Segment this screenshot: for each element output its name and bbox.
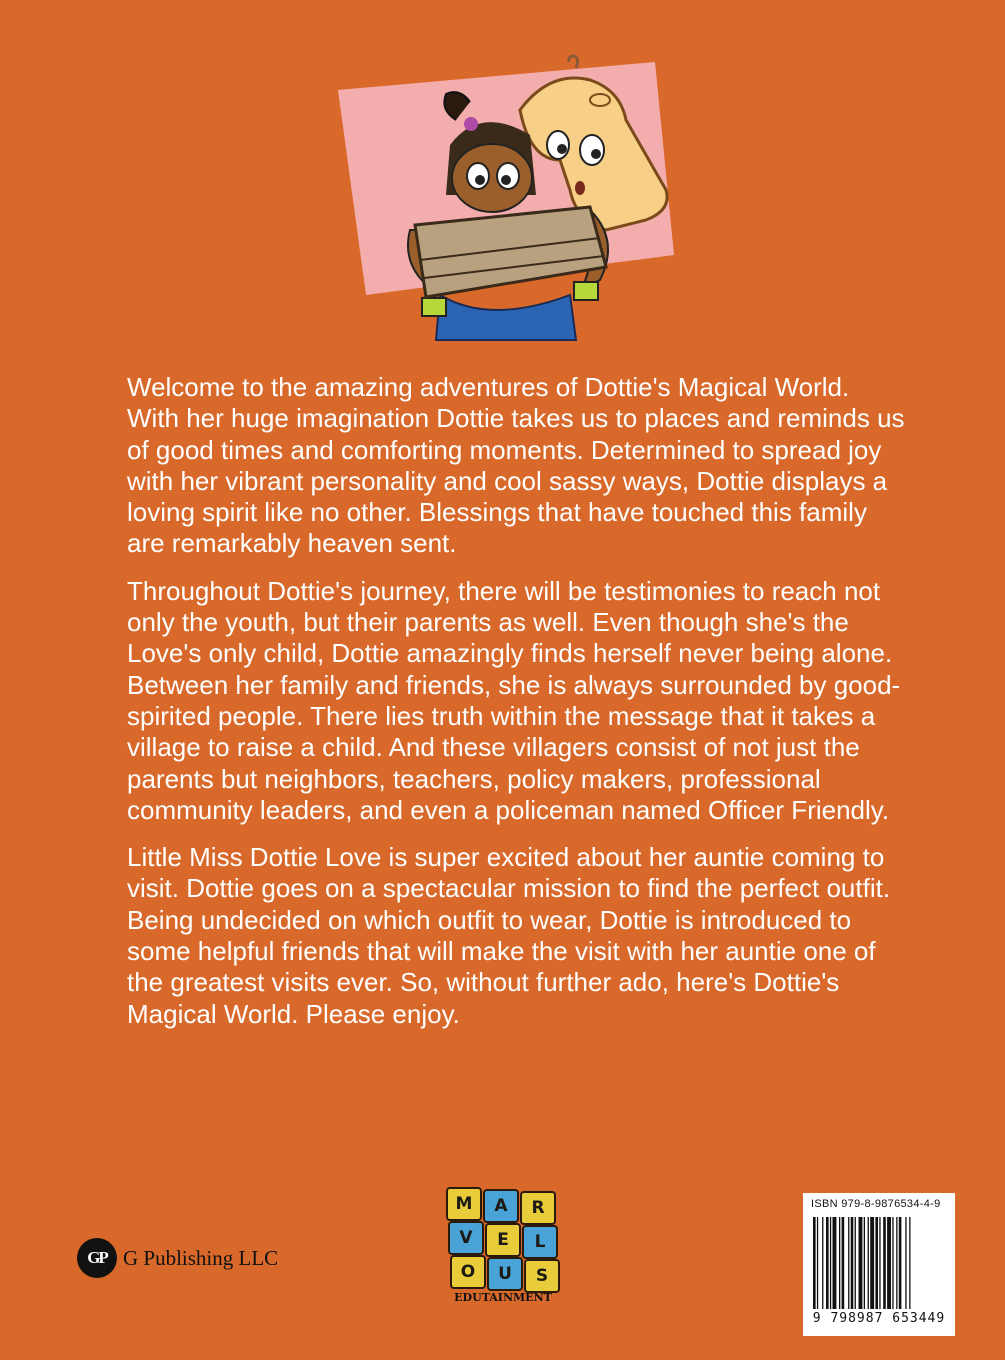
barcode-bar [817,1217,818,1309]
barcode-bar [892,1217,893,1309]
barcode-bar [883,1217,886,1309]
barcode-bar [909,1217,910,1309]
logo-block: V [448,1221,484,1255]
barcode-bar [822,1217,823,1309]
barcode-bars [809,1215,949,1311]
barcode-bar [833,1217,837,1309]
logo-block: M [446,1187,482,1221]
edutainment-tagline: EDUTAINMENT [454,1291,552,1304]
logo-block: R [520,1191,556,1225]
isbn-label: ISBN 979-8-9876534-4-9 [811,1198,941,1210]
hanger-icon [569,56,578,68]
logo-block: O [450,1255,486,1289]
cover-illustration [330,50,690,350]
barcode-bar [899,1217,902,1309]
marvelous-edutainment-logo [438,1185,568,1310]
logo-block: S [524,1259,560,1293]
isbn-barcode [803,1193,955,1336]
blurb-paragraph-3: Little Miss Dottie Love is super excited about her auntie coming to visit. Dottie goes on a spectacular mission to find the perfect outfit. Being undecided on which outfit to wear, Dottie is introduced to some helpful friends that will make the visit with her auntie one of the greatest visits ever. So, without further ado, here's Dottie's Magical World. Please enjoy. [127,842,891,1029]
barcode-bar [875,1217,878,1309]
barcode-bar [839,1217,840,1309]
barcode-bar [879,1217,880,1309]
barcode-bar [855,1217,856,1309]
barcode-bar [826,1217,829,1309]
gp-logo-icon: GP [77,1238,117,1278]
logo-block: A [483,1189,519,1223]
barcode-bar [887,1217,891,1309]
barcode-bar [905,1217,906,1309]
barcode-bar [830,1217,831,1309]
publisher-imprint [77,1238,278,1278]
logo-block: L [522,1225,558,1259]
barcode-bar [842,1217,845,1309]
girl-face [452,144,532,212]
barcode-bar [813,1217,816,1309]
publisher-name: G Publishing LLC [123,1245,279,1270]
logo-block: U [487,1257,523,1291]
blurb-paragraph-1: Welcome to the amazing adventures of Dottie's Magical World. With her huge imagination Dottie takes us to places and reminds us of good times and comforting moments. Determined to spread joy with her vibrant personality and cool sassy ways, Dottie displays a loving spirit like no other. Blessings that have touched this family are remarkably heaven sent. [127,372,905,559]
barcode-bar [870,1217,874,1309]
barcode-bar [848,1217,849,1309]
barcode-digits: 9 798987 653449 [812,1311,946,1326]
blurb-paragraph-2: Throughout Dottie's journey, there will be testimonies to reach not only the youth, but their parents as well. Even though she's the Love's only child, Dottie amazingly finds herself never being alone. Between her family and friends, she is always surrounded by good-spirited people. There lies truth within the message that it takes a village to raise a child. And these villagers consist of not just the parents but neighbors, teachers, policy makers, professional community leaders, and even a policeman named Officer Friendly. [127,575,901,825]
back-cover-blurb [127,372,907,1046]
barcode-bar [864,1217,865,1309]
barcode-bar [868,1217,869,1309]
barcode-bar [859,1217,863,1309]
barcode-bar [851,1217,854,1309]
logo-block: E [485,1223,521,1257]
barcode-bar [896,1217,897,1309]
